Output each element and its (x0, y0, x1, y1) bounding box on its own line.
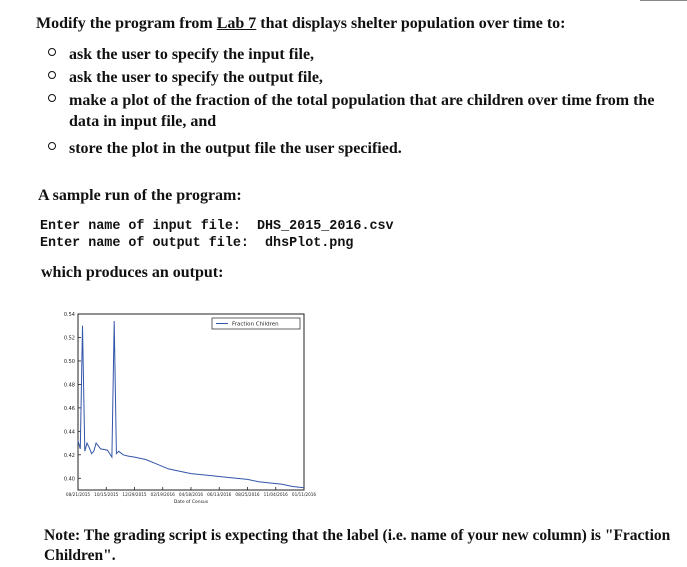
x-tick-label: 01/11/2016 (291, 492, 317, 497)
intro-after-link: that displays shelter population over time to: (256, 15, 566, 32)
sample-run-heading: A sample run of the program: (38, 187, 242, 204)
x-axis-label: Date of Census (173, 500, 209, 505)
y-tick-label: 0.54 (63, 312, 75, 318)
intro-before-link: Modify the program from (36, 15, 217, 32)
lab-7-link[interactable]: Lab 7 (216, 15, 257, 32)
x-tick-label: 02/19/2016 (150, 492, 175, 497)
x-tick-label: 08/21/2015 (65, 492, 91, 497)
legend-label: Fraction Children (232, 321, 279, 328)
grading-note: Note: The grading script is expecting that the label (i.e. name of your new column) is "Fraction Children". (44, 527, 671, 564)
sample-run-code (40, 218, 394, 252)
x-tick-label: 04/18/2016 (178, 492, 204, 497)
value-output-file: dhsPlot.png (265, 236, 354, 251)
x-tick-label: 12/29/2015 (122, 492, 147, 497)
y-tick-label: 0.44 (63, 429, 75, 436)
circle-bullet-icon (48, 48, 56, 56)
task-list (48, 44, 673, 161)
task-text: ask the user to specify the input file, (69, 46, 315, 63)
task-text: store the plot in the output file the user specified. (69, 140, 402, 157)
x-tick-label: 08/25/2016 (235, 492, 260, 497)
task-item (48, 44, 673, 65)
task-item (48, 67, 673, 88)
prompt-input-file: Enter name of input file: (40, 219, 241, 234)
prompt-output-file: Enter name of output file: (40, 236, 249, 251)
y-tick-label: 0.46 (63, 405, 75, 412)
task-text: make a plot of the fraction of the total population that are children over time from the data in input file, and (69, 92, 655, 130)
circle-bullet-icon (48, 142, 56, 150)
y-tick-label: 0.50 (63, 358, 75, 365)
fraction-children-chart (54, 306, 324, 512)
plot-frame (78, 314, 304, 490)
task-text: ask the user to specify the output file, (69, 69, 323, 86)
circle-bullet-icon (48, 71, 56, 79)
y-tick-label: 0.48 (63, 382, 75, 389)
value-input-file: DHS_2015_2016.csv (256, 219, 394, 234)
top-rule (640, 0, 687, 1)
y-tick-label: 0.42 (63, 452, 75, 459)
task-item (48, 138, 673, 159)
circle-bullet-icon (48, 94, 56, 102)
y-tick-label: 0.52 (63, 335, 75, 342)
task-item (48, 90, 673, 132)
chart-svg (54, 306, 324, 512)
y-tick-label: 0.40 (63, 476, 75, 483)
x-tick-label: 11/04/2016 (263, 492, 288, 497)
x-tick-label: 06/13/2016 (207, 492, 232, 497)
intro-text (36, 14, 676, 34)
x-tick-label: 10/15/2015 (94, 492, 119, 497)
output-heading: which produces an output: (41, 264, 224, 281)
